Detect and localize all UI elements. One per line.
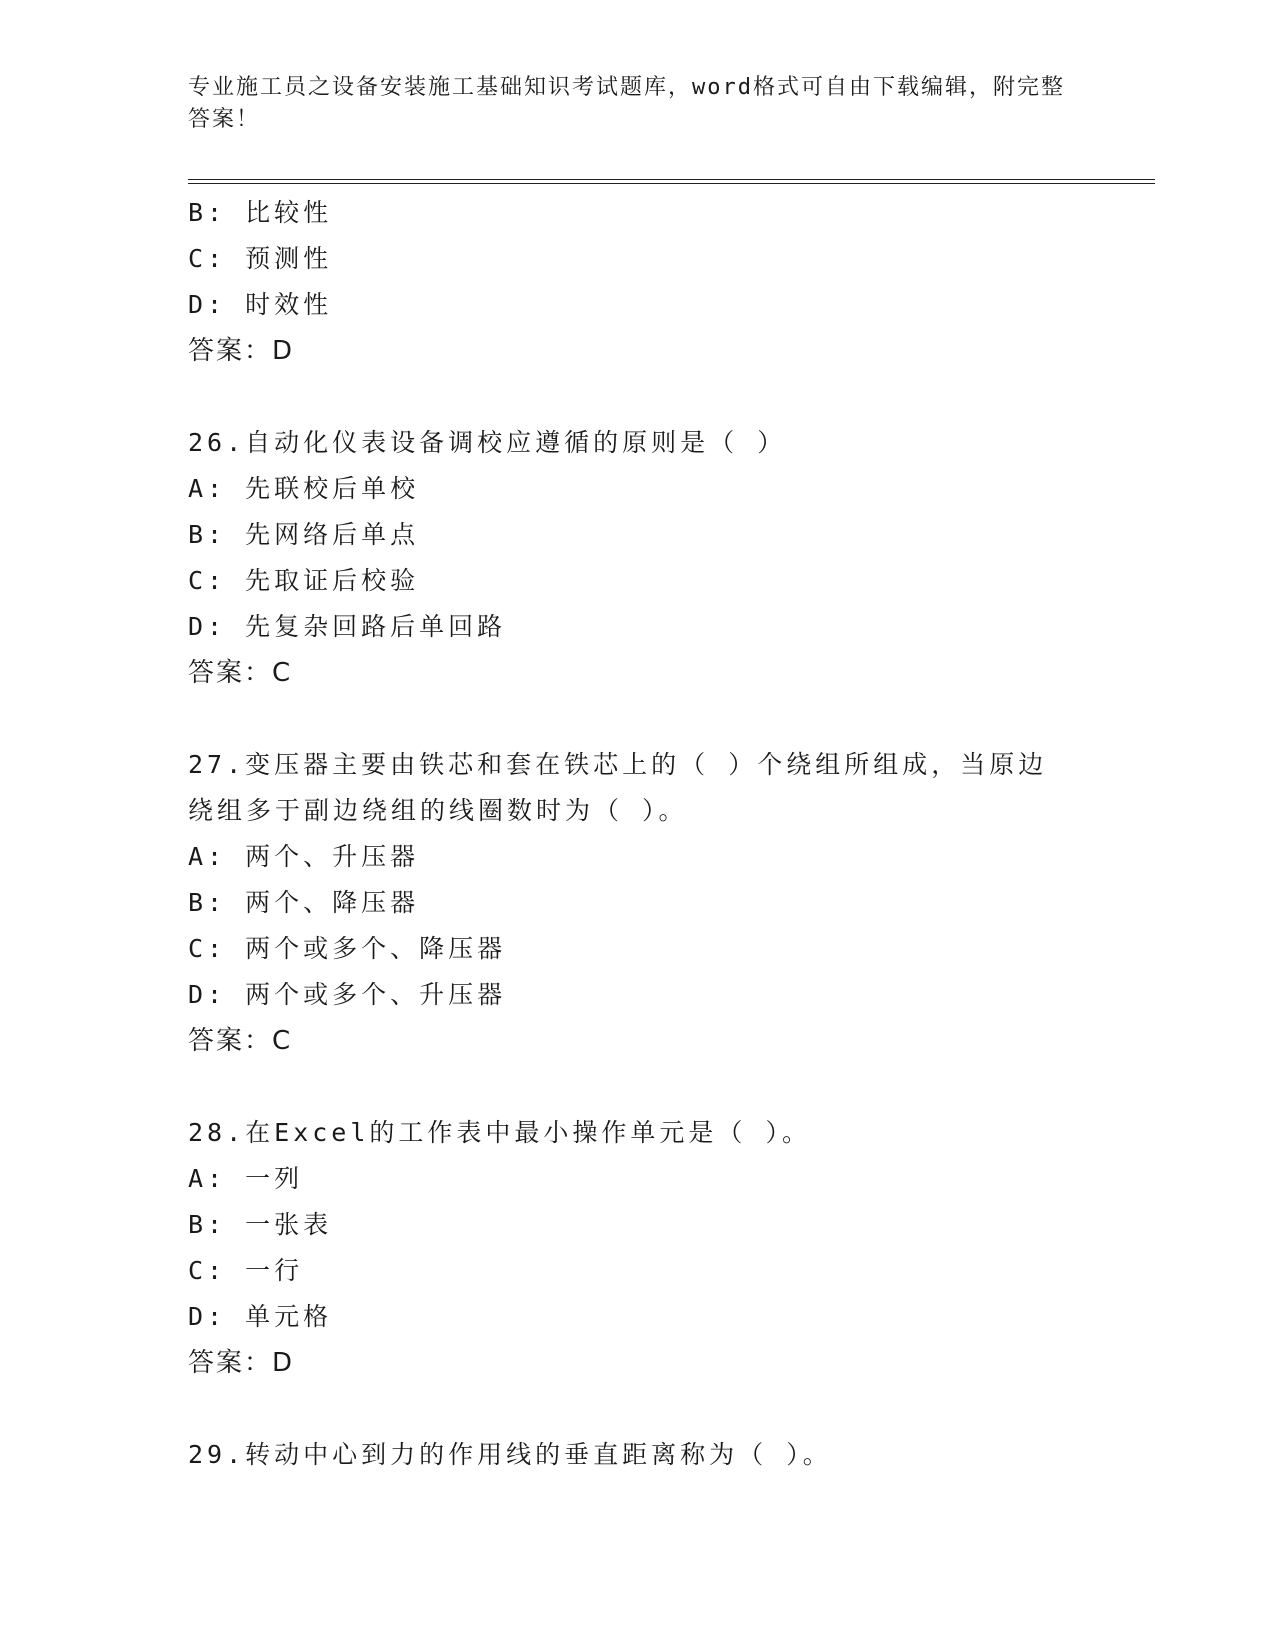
- option-b: B: 两个、降压器: [188, 888, 420, 917]
- option-d: D: 两个或多个、升压器: [188, 980, 507, 1009]
- option-d: D: 时效性: [188, 290, 333, 319]
- spacer: [188, 1386, 1088, 1432]
- question-block-26: [188, 420, 1088, 696]
- answer-line: 答案：C: [188, 658, 293, 688]
- question-block-27: [188, 742, 1088, 1064]
- option-d: D: 单元格: [188, 1302, 333, 1331]
- answer-line: 答案：C: [188, 1026, 293, 1056]
- answer-line: 答案：D: [188, 336, 295, 366]
- answer-line: 答案：D: [188, 1348, 295, 1378]
- header-rule-bottom: [188, 183, 1155, 184]
- question-title: 27.变压器主要由铁芯和套在铁芯上的（ ）个绕组所组成，当原边绕组多于副边绕组的线圈数时为（ ）。: [188, 750, 1048, 825]
- spacer: [188, 1064, 1088, 1110]
- option-d: D: 先复杂回路后单回路: [188, 612, 507, 641]
- header-rule-top: [188, 179, 1155, 180]
- question-block-25: [188, 190, 1088, 374]
- option-b: B: 一张表: [188, 1210, 333, 1239]
- option-a: A: 先联校后单校: [188, 474, 420, 503]
- document-body: [188, 190, 1088, 1478]
- option-c: C: 预测性: [188, 244, 333, 273]
- option-c: C: 一行: [188, 1256, 304, 1285]
- option-b: B: 先网络后单点: [188, 520, 420, 549]
- option-a: A: 一列: [188, 1164, 304, 1193]
- question-title: 28.在Excel的工作表中最小操作单元是（ ）。: [188, 1118, 811, 1147]
- option-c: C: 先取证后校验: [188, 566, 420, 595]
- spacer: [188, 374, 1088, 420]
- option-c: C: 两个或多个、降压器: [188, 934, 507, 963]
- document-title: 专业施工员之设备安装施工基础知识考试题库，word格式可自由下载编辑，附完整答案！: [188, 75, 1065, 132]
- option-a: A: 两个、升压器: [188, 842, 420, 871]
- document-header: [188, 72, 1068, 136]
- question-block-29: [188, 1432, 1088, 1478]
- option-b: B: 比较性: [188, 198, 333, 227]
- question-title: 26.自动化仪表设备调校应遵循的原则是（ ）: [188, 428, 787, 457]
- question-block-28: [188, 1110, 1088, 1386]
- question-title: 29.转动中心到力的作用线的垂直距离称为（ ）。: [188, 1440, 832, 1469]
- spacer: [188, 696, 1088, 742]
